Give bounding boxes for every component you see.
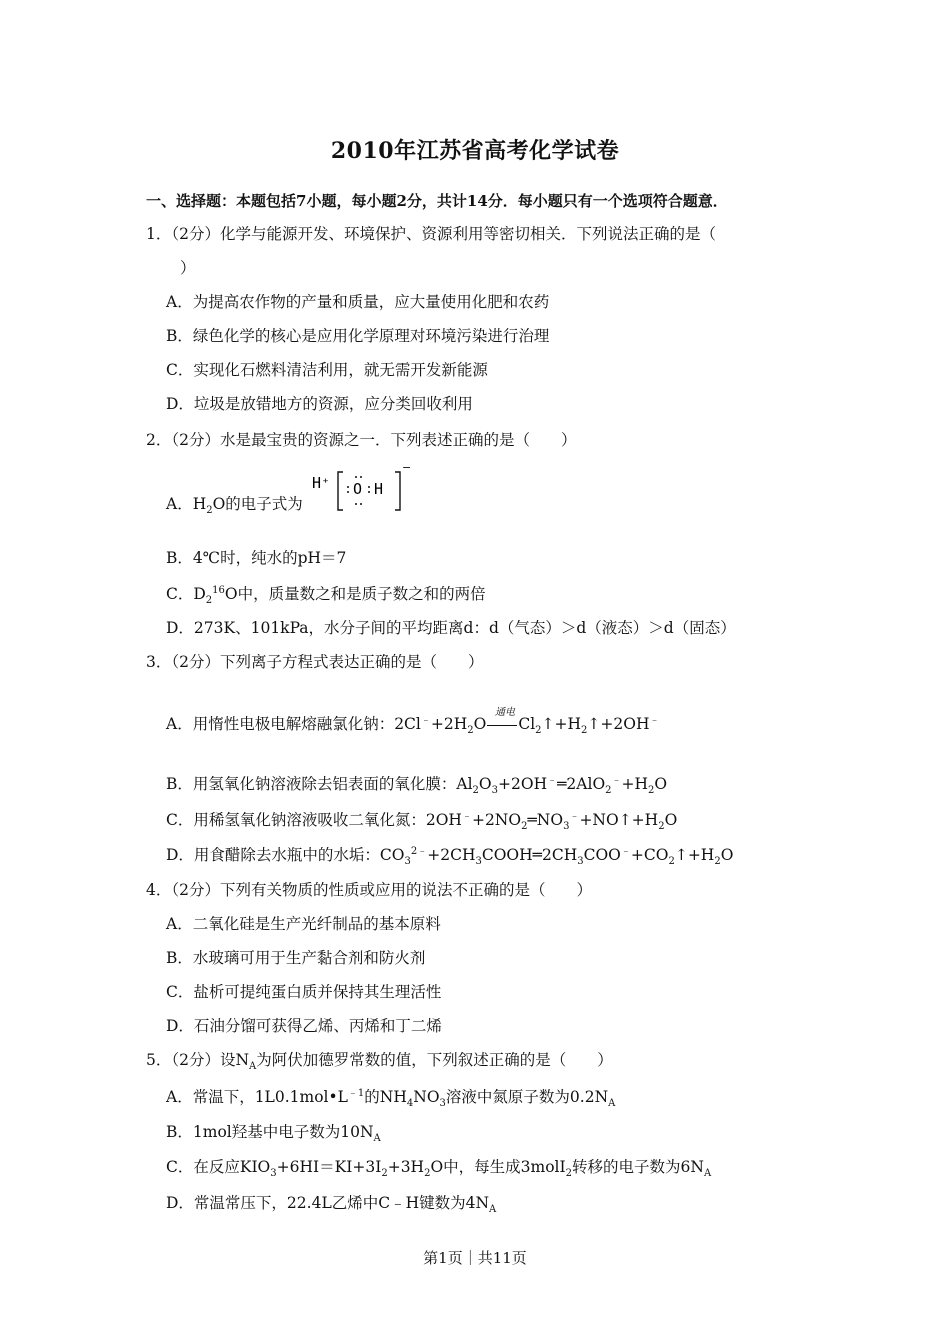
section-heading: 一、选择题：本题包括7小题，每小题2分，共计14分．每小题只有一个选项符合题意． [146,192,728,210]
question-2-stem: 2．（2分）水是最宝贵的资源之一．下列表述正确的是（ ） [146,431,577,449]
water-lewis-structure [312,466,412,514]
question-4-stem: 4．（2分）下列有关物质的性质或应用的说法不正确的是（ ） [146,881,592,899]
question-2-option-b: B．4℃时，纯水的pH＝7 [166,549,347,567]
question-5-stem: 5．（2分）设$N_A$为阿伏加德罗常数的值，下列叙述正确的是（ ） [146,1051,613,1073]
question-4-option-b: B．水玻璃可用于生产黏合剂和防火剂 [166,949,426,967]
question-3-option-d: D．用食醋除去水瓶中的水垢：$CO_3^{2﹣}+2CH_3COOH═2CH_3COO^﹣+CO_2↑+H_2O$ [166,845,734,868]
question-1-option-c: C．实现化石燃料清洁利用，就无需开发新能源 [166,361,488,379]
oxygen-label: O [353,480,363,498]
page-title: 2010年江苏省高考化学试卷 [330,138,620,164]
electrolysis-condition: 通电 [495,707,515,718]
h-plus-label: H⁺ [312,474,331,492]
question-4-option-d: D．石油分馏可获得乙烯、丙烯和丁二烯 [166,1017,442,1035]
question-2-option-d: D．273K、101kPa，水分子间的平均距离d：d（气态）＞d（液态）＞d（固态） [166,619,736,637]
question-1-stem: 1．（2分）化学与能源开发、环境保护、资源利用等密切相关．下列说法正确的是（ [146,225,716,243]
question-1-option-d: D．垃圾是放错地方的资源，应分类回收利用 [166,395,473,413]
question-2-option-a: A．$H_2O$的电子式为 [166,495,303,517]
page-footer: 第1页｜共11页 [423,1249,527,1267]
charge-label: − [402,466,412,474]
question-5-option-b: B．1mol羟基中电子数为$10N_A$ [166,1123,381,1145]
question-2-option-c: C．$D_2^{16}O$中，质量数之和是质子数之和的两倍 [166,584,486,607]
hydrogen-label: H [374,480,384,498]
question-1-option-b: B．绿色化学的核心是应用化学原理对环境污染进行治理 [166,327,550,345]
question-3-option-b: B．用氢氧化钠溶液除去铝表面的氧化膜：$Al_2O_3+2OH^﹣═2AlO_2^﹣+H_2O$ [166,774,668,797]
question-1-option-a: A．为提高农作物的产量和质量，应大量使用化肥和农药 [166,293,550,311]
question-5-option-c: C．在反应$KIO_3+6HI=KI+3I_2+3H_2O$中，每生成3molI$_2$转移的电子数为$6N_A$ [166,1158,712,1180]
question-4-option-a: A．二氧化硅是生产光纤制品的基本原料 [166,915,441,933]
question-1-stem-tail: ） [180,259,196,277]
question-3-option-c: C．用稀氢氧化钠溶液吸收二氧化氮：$2OH^﹣+2NO_2═NO_3^﹣+NO↑+H_2O$ [166,810,678,833]
question-5-option-a: A．常温下，$1L0.1mol•L^{﹣1}$的$NH_4NO_3$溶液中氮原子数为$0.2N_A$ [166,1087,616,1110]
question-3-option-a: A．用惰性电极电解熔融氯化钠：$2Cl^﹣+2H_2O$ $Cl_2↑+H_2↑+2OH^﹣$ [166,714,660,737]
question-3-stem: 3．（2分）下列离子方程式表达正确的是（ ） [146,653,484,671]
question-5-option-d: D．常温常压下，22.4L乙烯中C﹣H键数为$4N_A$ [166,1194,497,1216]
question-4-option-c: C．盐析可提纯蛋白质并保持其生理活性 [166,983,442,1001]
